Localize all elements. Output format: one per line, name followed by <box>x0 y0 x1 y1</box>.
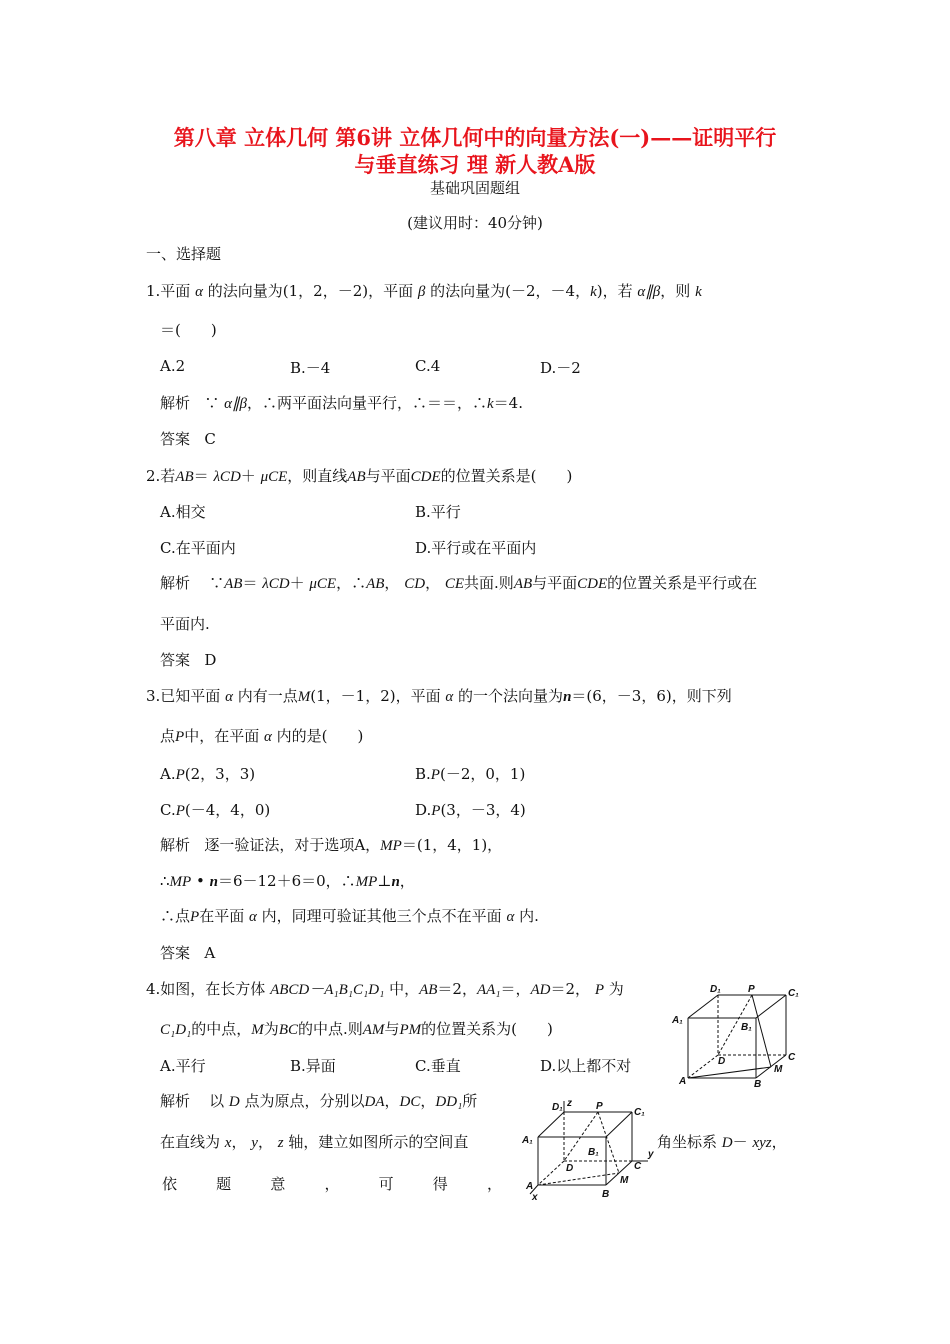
q2-option-d: D.平行或在平面内 <box>415 539 537 557</box>
fig1-label-c1: C₁ <box>788 988 799 999</box>
q3-answer: 答案 A <box>160 944 216 962</box>
suggested-time: (建议用时：40分钟) <box>407 214 543 232</box>
q4-stem: 4.如图，在长方体 ABCD－A₁B₁C₁D₁ 中，AB＝2，AA₁＝，AD＝2， P 为 <box>146 980 624 998</box>
q2-answer: 答案 D <box>160 651 217 669</box>
cuboid-figure <box>668 983 808 1088</box>
q2-option-b: B.平行 <box>415 503 461 521</box>
q2-option-c: C.在平面内 <box>160 539 236 557</box>
section-heading: 一、选择题 <box>146 245 222 263</box>
fig2-label-a1: A₁ <box>522 1135 533 1146</box>
q4-analysis-line2-right: 角坐标系 D－ xyz， <box>657 1133 787 1151</box>
q3-calculation: ∴MP • n＝6－12＋6＝0，∴MP⊥n， <box>160 872 415 890</box>
q1-option-d: D.－2 <box>540 359 581 377</box>
q2-option-a: A.相交 <box>160 503 206 521</box>
q2-stem: 2.若AB＝ λCD＋ μCE，则直线AB与平面CDE的位置关系是( ) <box>146 467 573 485</box>
fig1-label-d1: D₁ <box>710 984 721 995</box>
q3-option-a: A.P(2，3，3) <box>160 765 256 783</box>
document-title-line2: 与垂直练习 理 新人教A版 <box>354 152 596 177</box>
fig2-label-m: M <box>620 1175 629 1186</box>
fig1-label-m: M <box>774 1064 783 1075</box>
q2-analysis-line2: 平面内. <box>160 615 210 633</box>
q3-stem: 3.已知平面 α 内有一点M(1，－1，2)，平面 α 的一个法向量为n＝(6，－3，6)，则下列 <box>146 687 732 705</box>
coordinate-cuboid-figure <box>520 1097 660 1202</box>
q1-stem: 1.平面 α 的法向量为(1，2，－2)，平面 β 的法向量为(－2，－4，k)，若 α∥β，则 k <box>146 282 702 300</box>
q1-answer: 答案 C <box>160 430 216 448</box>
q4-stem-line2: C₁D₁的中点，M为BC的中点.则AM与PM的位置关系为( ) <box>160 1020 553 1038</box>
q4-analysis: 解析 以 D 点为原点，分别以DA，DC，DD₁所 <box>160 1092 478 1110</box>
group-subtitle: 基础巩固题组 <box>429 179 520 197</box>
q1-stem-line2: ＝( ) <box>160 321 217 339</box>
q4-analysis-line3: 依 题 意 ， 可 得 ， <box>162 1175 502 1193</box>
fig2-label-x: x <box>532 1192 538 1202</box>
q1-analysis: 解析 ∵ α∥β，∴两平面法向量平行，∴＝＝，∴k＝4. <box>160 394 523 412</box>
fig2-label-p: P <box>596 1101 603 1112</box>
q4-option-c: C.垂直 <box>415 1057 461 1075</box>
q1-option-b: B.－4 <box>290 359 331 377</box>
fig1-label-b: B <box>754 1079 762 1088</box>
q1-option-c: C.4 <box>415 357 441 375</box>
q3-conclusion: ∴点P在平面 α 内，同理可验证其他三个点不在平面 α 内. <box>160 907 539 925</box>
q3-analysis: 解析 逐一验证法，对于选项A，MP＝(1，4，1)， <box>160 836 503 854</box>
fig2-label-y: y <box>648 1149 654 1160</box>
fig1-label-a: A <box>679 1076 687 1087</box>
q4-option-a: A.平行 <box>160 1057 206 1075</box>
q3-option-b: B.P(－2，0，1) <box>415 765 526 783</box>
q4-analysis-line2: 在直线为 x， y， z 轴，建立如图所示的空间直 <box>160 1133 469 1151</box>
fig2-label-d: D <box>566 1163 574 1174</box>
fig2-label-c: C <box>634 1161 642 1172</box>
fig1-label-a1: A₁ <box>672 1015 683 1026</box>
fig1-label-p: P <box>748 984 755 995</box>
q2-analysis: 解析 ∵AB＝ λCD＋ μCE，∴AB， CD， CE共面.则AB与平面CDE的位置关系是平行或在 <box>160 574 758 592</box>
fig1-label-d: D <box>718 1056 726 1067</box>
fig2-label-b: B <box>602 1189 610 1200</box>
q1-option-a: A.2 <box>160 357 186 375</box>
q3-option-c: C.P(－4，4，0) <box>160 801 271 819</box>
document-title-line1: 第八章 立体几何 第6讲 立体几何中的向量方法(一)——证明平行 <box>173 125 777 150</box>
fig1-label-c: C <box>788 1052 796 1063</box>
fig1-label-b1: B₁ <box>741 1022 752 1033</box>
q4-option-d: D.以上都不对 <box>540 1057 632 1075</box>
fig2-label-z: z <box>567 1098 572 1109</box>
fig2-label-c1: C₁ <box>634 1107 645 1118</box>
q3-stem-line2: 点P中，在平面 α 内的是( ) <box>160 727 364 745</box>
q4-option-b: B.异面 <box>290 1057 336 1075</box>
fig2-label-b1: B₁ <box>588 1147 599 1158</box>
fig2-label-d1: D₁ <box>552 1102 563 1113</box>
q3-option-d: D.P(3，－3，4) <box>415 801 526 819</box>
fig2-label-a: A <box>526 1181 534 1192</box>
